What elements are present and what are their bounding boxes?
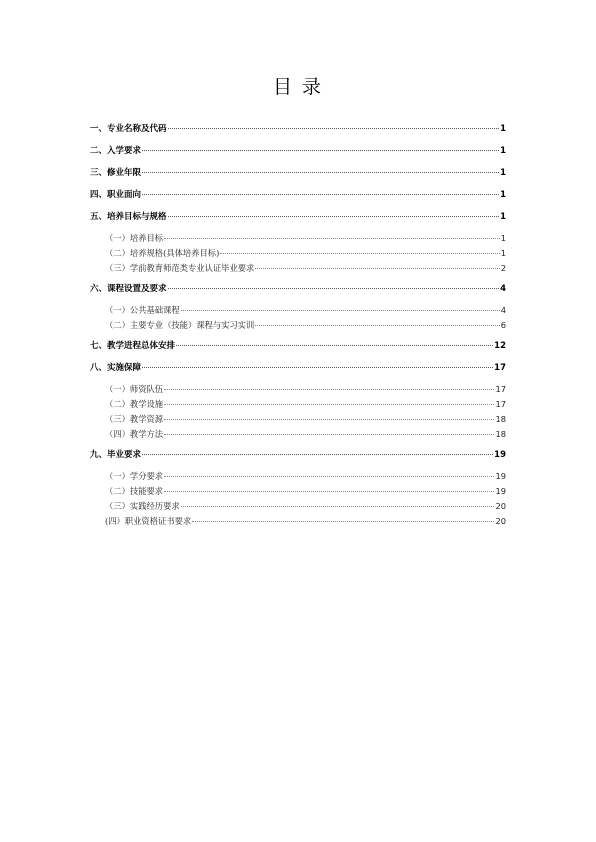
toc-entry-subsection[interactable] <box>90 471 506 481</box>
toc-entry-page-number: 4 <box>500 305 506 315</box>
toc-entry-label: 五、培养目标与规格 <box>90 212 167 222</box>
toc-entry-label: （四）教学方法 <box>105 429 164 439</box>
toc-entry-subsection[interactable] <box>90 263 506 273</box>
toc-entry-subsection[interactable] <box>90 516 506 526</box>
toc-entry-page-number: 1 <box>500 233 506 243</box>
dot-leader <box>181 505 495 507</box>
toc-entry-subsection[interactable] <box>90 501 506 511</box>
dot-leader <box>164 388 494 390</box>
dot-leader <box>220 252 499 254</box>
dot-leader <box>164 490 494 492</box>
dot-leader <box>164 237 500 239</box>
toc-entry-label: （二）教学设施 <box>105 399 164 409</box>
dot-leader <box>168 287 500 289</box>
toc-entry-label: 九、毕业要求 <box>90 450 142 460</box>
toc-entry-label: 四、职业面向 <box>90 190 142 200</box>
toc-entry-subsection[interactable] <box>90 429 506 439</box>
dot-leader <box>164 475 494 477</box>
toc-entry-section[interactable] <box>90 284 506 295</box>
toc-entry-label: 六、课程设置及要求 <box>90 284 167 294</box>
toc-entry-page-number: 17 <box>495 399 506 409</box>
dot-leader <box>142 453 493 455</box>
toc-entry-label: （二）主要专业（技能）课程与实习实训 <box>105 320 255 330</box>
toc-entry-label: 七、教学进程总体安排 <box>90 341 176 351</box>
toc-entry-label: 一、专业名称及代码 <box>90 124 167 134</box>
toc-entry-label: （一）学分要求 <box>105 471 164 481</box>
toc-entry-label: （二）技能要求 <box>105 486 164 496</box>
toc-entry-label: （一）公共基础课程 <box>105 305 180 315</box>
toc-entry-page-number: 2 <box>500 263 506 273</box>
toc-entry-page-number: 1 <box>500 212 506 222</box>
toc-entry-label: (四）职业资格证书要求 <box>105 516 192 526</box>
dot-leader <box>168 127 500 129</box>
toc-entry-page-number: 17 <box>494 363 506 373</box>
dot-leader <box>142 193 499 195</box>
toc-entry-section[interactable] <box>90 212 506 223</box>
toc-entry-page-number: 19 <box>494 450 506 460</box>
dot-leader <box>181 309 500 311</box>
toc-entry-page-number: 1 <box>500 190 506 200</box>
toc-entry-page-number: 18 <box>495 414 506 424</box>
toc-entry-page-number: 20 <box>495 501 506 511</box>
toc-entry-page-number: 19 <box>495 471 506 481</box>
toc-entry-subsection[interactable] <box>90 305 506 315</box>
toc-entry-label: 三、修业年限 <box>90 168 142 178</box>
dot-leader <box>192 520 494 522</box>
toc-entry-label: （二）培养规格(具体培养目标) <box>105 248 220 258</box>
toc-entry-page-number: 19 <box>495 486 506 496</box>
toc-entry-section[interactable] <box>90 341 506 352</box>
dot-leader <box>176 344 493 346</box>
toc-entry-page-number: 4 <box>500 284 506 294</box>
toc-entry-subsection[interactable] <box>90 384 506 394</box>
toc-entry-subsection[interactable] <box>90 248 506 258</box>
toc-entry-label: （一）培养目标 <box>105 233 164 243</box>
toc-entry-section[interactable] <box>90 363 506 374</box>
toc-entry-page-number: 1 <box>500 248 506 258</box>
toc-entry-section[interactable] <box>90 190 506 201</box>
dot-leader <box>164 403 494 405</box>
toc-entry-page-number: 1 <box>500 124 506 134</box>
dot-leader <box>142 171 499 173</box>
dot-leader <box>255 324 499 326</box>
toc-entry-section[interactable] <box>90 450 506 461</box>
toc-entry-subsection[interactable] <box>90 399 506 409</box>
toc-entry-page-number: 12 <box>494 341 506 351</box>
dot-leader <box>164 418 494 420</box>
toc-entry-label: 八、实施保障 <box>90 363 142 373</box>
toc-entry-page-number: 1 <box>500 168 506 178</box>
toc-entry-label: （三）实践经历要求 <box>105 501 180 511</box>
toc-entry-section[interactable] <box>90 124 506 135</box>
toc-entry-page-number: 1 <box>500 146 506 156</box>
toc-entry-section[interactable] <box>90 168 506 179</box>
toc-entry-subsection[interactable] <box>90 486 506 496</box>
toc-entry-subsection[interactable] <box>90 414 506 424</box>
dot-leader <box>142 149 499 151</box>
toc-entry-section[interactable] <box>90 146 506 157</box>
toc-entry-label: （三）学前教育师范类专业认证毕业要求 <box>105 263 255 273</box>
dot-leader <box>255 267 499 269</box>
toc-entry-page-number: 20 <box>495 516 506 526</box>
toc-entry-label: （三）教学资源 <box>105 414 164 424</box>
toc-entry-page-number: 18 <box>495 429 506 439</box>
toc-entry-subsection[interactable] <box>90 320 506 330</box>
toc-entry-page-number: 6 <box>500 320 506 330</box>
toc-entry-subsection[interactable] <box>90 233 506 243</box>
dot-leader <box>168 215 500 217</box>
toc-entry-page-number: 17 <box>495 384 506 394</box>
page-title: 目 录 <box>272 76 324 98</box>
toc-entry-label: 二、入学要求 <box>90 146 142 156</box>
dot-leader <box>164 433 494 435</box>
toc-entry-label: （一）师资队伍 <box>105 384 164 394</box>
dot-leader <box>142 366 493 368</box>
